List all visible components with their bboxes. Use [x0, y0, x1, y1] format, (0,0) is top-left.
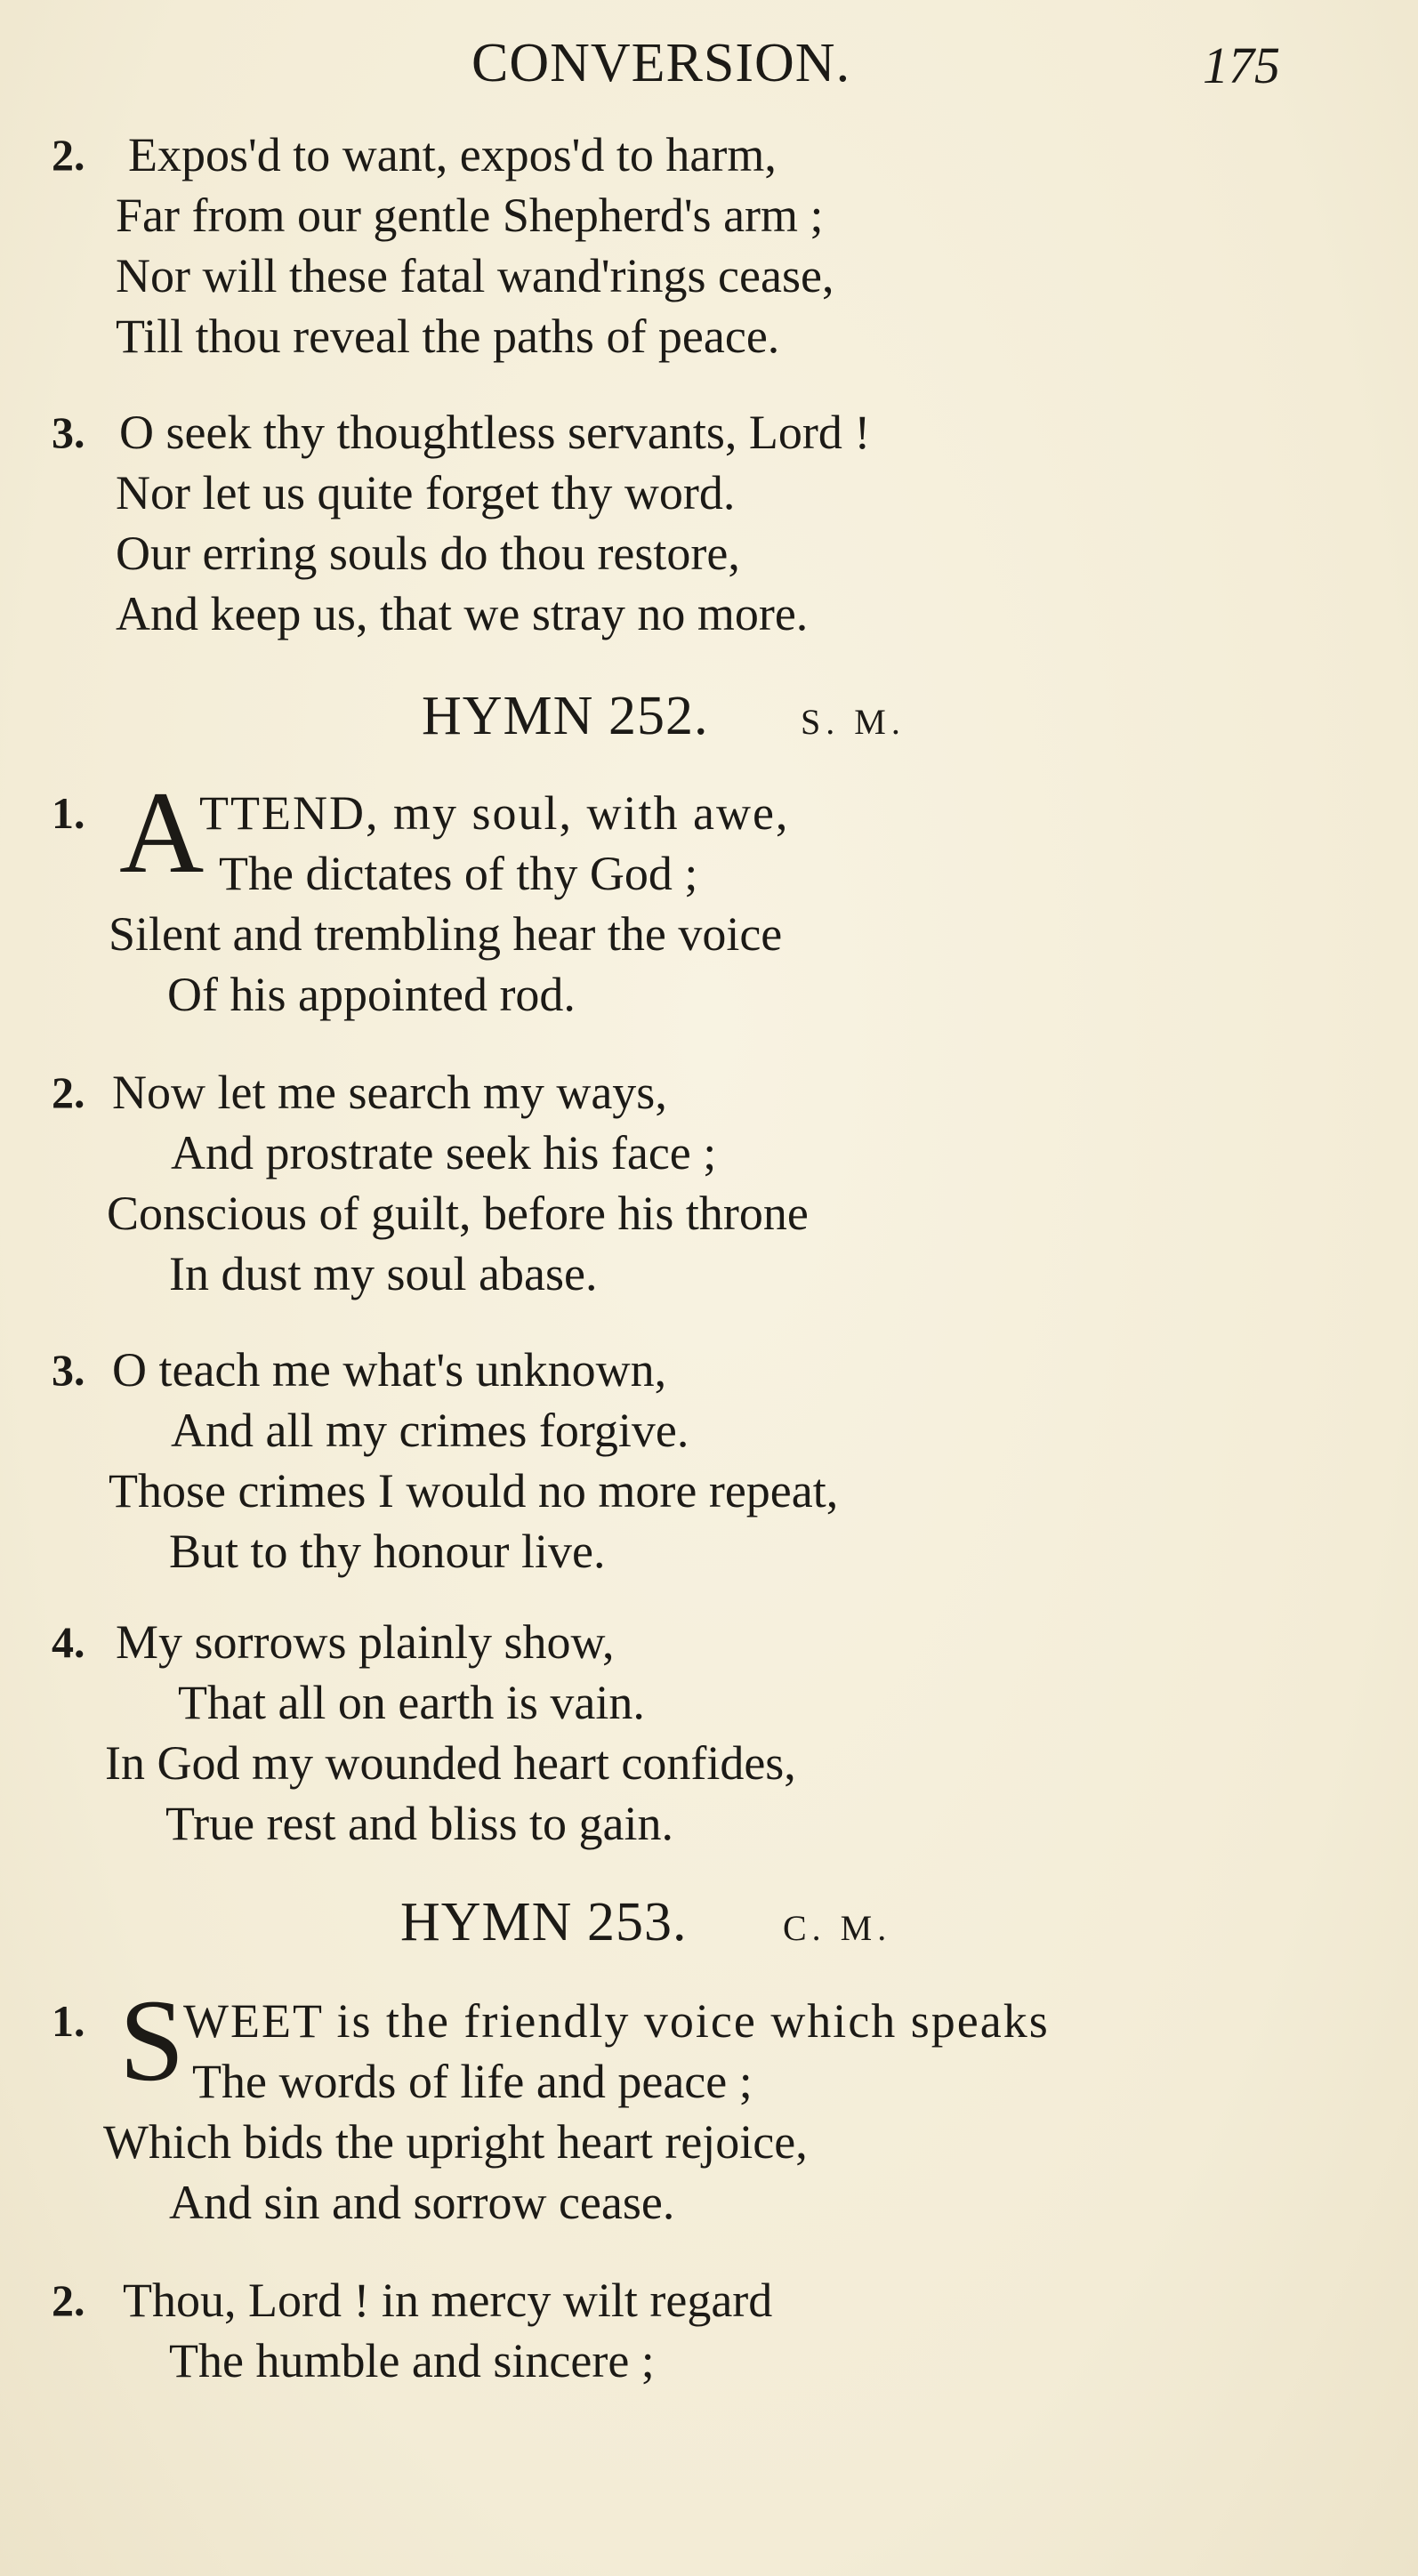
verse-line: And all my crimes forgive. — [171, 1404, 689, 1457]
running-title: CONVERSION. — [471, 33, 851, 93]
verse-number: 2. — [52, 1067, 85, 1117]
hymn-252-heading — [0, 685, 1418, 756]
verse-line: Now let me search my ways, — [112, 1066, 667, 1119]
verse-line: Till thou reveal the paths of peace. — [116, 310, 780, 363]
verse-line: Of his appointed rod. — [167, 968, 576, 1021]
verse-line: Which bids the upright heart rejoice, — [103, 2115, 808, 2169]
verse-line: Conscious of guilt, before his throne — [107, 1187, 809, 1240]
verse-line: My sorrows plainly show, — [116, 1615, 615, 1669]
verse-number: 4. — [52, 1617, 85, 1667]
hymn-meter: S. M. — [801, 702, 906, 742]
hymn-title: HYMN 252. — [422, 686, 709, 746]
verse-line: Those crimes I would no more repeat, — [109, 1464, 839, 1517]
verse-line: True rest and bliss to gain. — [165, 1797, 673, 1850]
drop-cap: S — [119, 1975, 185, 2105]
verse-line: In God my wounded heart confides, — [105, 1736, 796, 1790]
verse-line: Nor will these fatal wand'rings cease, — [116, 249, 834, 302]
verse-number: 2. — [52, 130, 85, 180]
verse-number: 3. — [52, 407, 85, 457]
verse-line: But to thy honour live. — [169, 1525, 606, 1578]
verse-line: In dust my soul abase. — [169, 1247, 598, 1300]
verse-line: O seek thy thoughtless servants, Lord ! — [119, 406, 871, 459]
verse-line: That all on earth is vain. — [178, 1676, 645, 1729]
verse-number: 1. — [52, 1996, 85, 2046]
hymn-title: HYMN 253. — [400, 1892, 688, 1952]
drop-cap: A — [119, 767, 205, 898]
verse-line: The words of life and peace ; — [192, 2055, 753, 2108]
verse-line: Silent and trembling hear the voice — [109, 907, 783, 961]
verse-line: Nor let us quite forget thy word. — [116, 466, 736, 519]
verse-line: And prostrate seek his face ; — [171, 1126, 717, 1179]
verse-line: Our erring souls do thou restore, — [116, 527, 740, 580]
verse-line: Far from our gentle Shepherd's arm ; — [116, 189, 824, 242]
verse-line: O teach me what's unknown, — [112, 1343, 667, 1397]
page-number: 175 — [1203, 36, 1280, 94]
verse-line: TTEND, my soul, with awe, — [199, 786, 790, 840]
hymn-253-heading — [0, 1891, 1418, 1962]
verse-number: 3. — [52, 1345, 85, 1395]
verse-line: Expos'd to want, expos'd to harm, — [128, 128, 777, 181]
hymn-meter: C. M. — [783, 1908, 892, 1948]
running-head — [0, 27, 1418, 98]
verse-line: And sin and sorrow cease. — [169, 2176, 675, 2229]
verse-line: The dictates of thy God ; — [219, 847, 698, 900]
verse-line: Thou, Lord ! in mercy wilt regard — [123, 2274, 773, 2327]
verse-line: And keep us, that we stray no more. — [116, 587, 809, 640]
verse-number: 1. — [52, 788, 85, 838]
verse-number: 2. — [52, 2275, 85, 2325]
verse-line: WEET is the friendly voice which speaks — [183, 1994, 1050, 2048]
verse-line: The humble and sincere ; — [169, 2334, 655, 2387]
